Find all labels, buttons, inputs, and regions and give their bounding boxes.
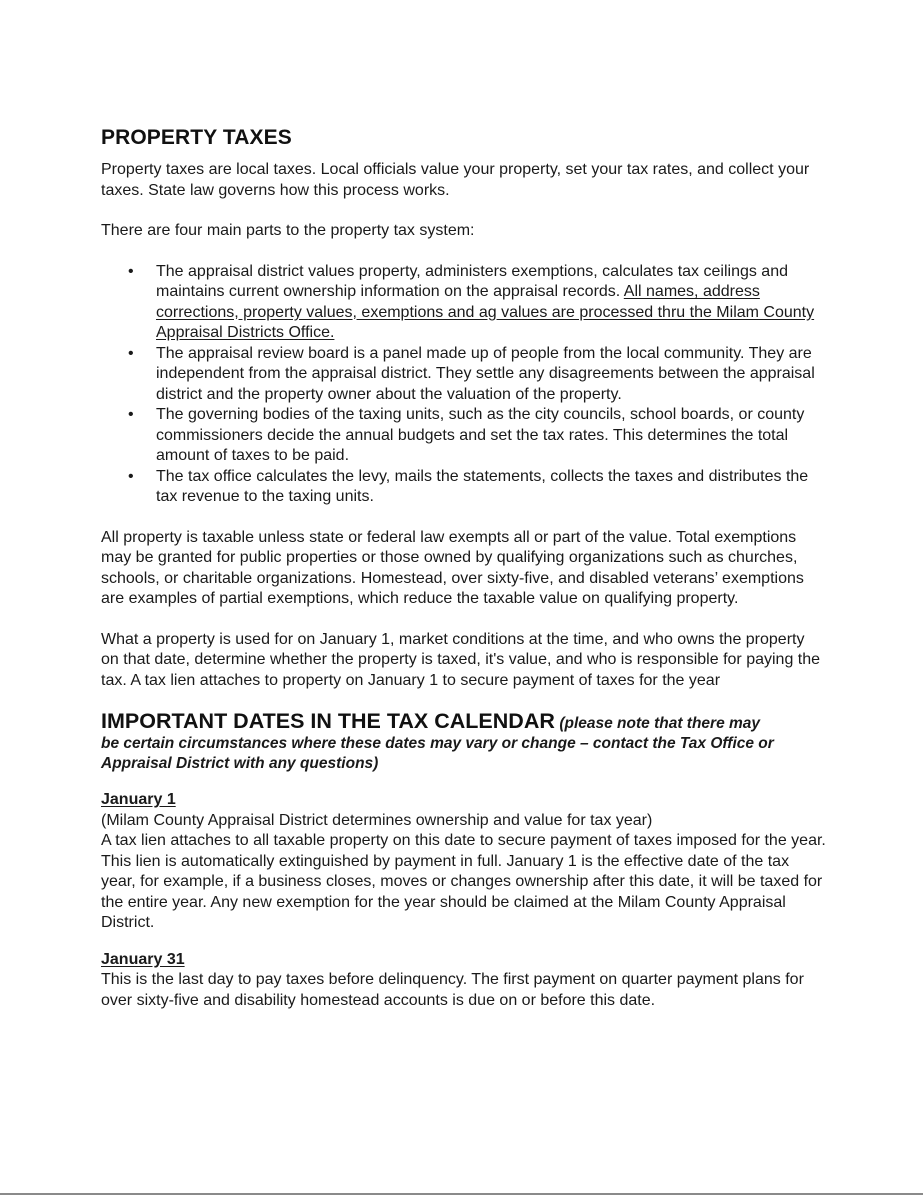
date-label: January 1	[101, 791, 176, 808]
intro-paragraph: Property taxes are local taxes. Local officials value your property, set your tax rates, and collect your taxes. State law governs how this process works.	[101, 161, 810, 199]
calendar-heading-text: IMPORTANT DATES IN THE TAX CALENDAR	[101, 709, 555, 733]
date-body: A tax lien attaches to all taxable property on this date to secure payment of taxes imposed for the year. This lien is automatically extinguished by payment in full. January 1 is the effective date of the tax year, for example, if a business closes, moves or changes ownership after this date, it will be taxed for the entire year. Any new exemption for the year should be claimed at the Milam County Appraisal District.	[101, 832, 826, 931]
part-text: The governing bodies of the taxing units, such as the city councils, school boards, or county commissioners decide the annual budgets and set the tax rates. This determines the total amount of taxes to be paid.	[156, 406, 805, 464]
list-item	[101, 344, 826, 406]
page-title: PROPERTY TAXES	[101, 126, 292, 149]
bottom-rule	[0, 1193, 923, 1195]
part-text: The tax office calculates the levy, mails the statements, collects the taxes and distributes the tax revenue to the taxing units.	[156, 467, 809, 505]
date-subtitle: (Milam County Appraisal District determines ownership and value for tax year)	[101, 811, 653, 829]
parts-intro: There are four main parts to the property tax system:	[101, 222, 475, 239]
date-body: This is the last day to pay taxes before delinquency. The first payment on quarter payment plans for over sixty-five and disability homestead accounts is due on or before this date.	[101, 971, 804, 1009]
bullet-icon: •	[128, 406, 134, 423]
part-text: The appraisal review board is a panel made up of people from the local community. They are independent from the appraisal district. They settle any disagreements between the appraisal district and the property owner about the valuation of the property.	[156, 344, 815, 403]
calendar-note-start: (please note that there may	[559, 715, 761, 732]
part-text: The appraisal district values property, administers exemptions, calculates tax ceilings and maintains current ownership information on the appraisal records.	[156, 262, 788, 300]
bullet-icon: •	[128, 344, 134, 362]
document-page	[101, 126, 826, 1027]
date-entry-jan-1	[101, 790, 826, 934]
bullet-icon: •	[128, 262, 134, 280]
calendar-heading	[101, 711, 826, 734]
bullet-icon: •	[128, 467, 134, 485]
parts-list	[101, 262, 826, 508]
list-item	[101, 467, 826, 508]
exemptions-paragraph: All property is taxable unless state or federal law exempts all or part of the value. Total exemptions may be granted for public properties or those owned by qualifying organizations such as churches, schools, or charitable organizations. Homestead, over sixty-five, and disabled veterans’ exemptions are examples of partial exemptions, which reduce the taxable value on qualifying property.	[101, 528, 804, 607]
date-entry-jan-31	[101, 950, 826, 1012]
january-paragraph: What a property is used for on January 1, market conditions at the time, and who owns the property on that date, determine whether the property is taxed, it's value, and who is responsible for paying the tax. A tax lien attaches to property on January 1 to secure payment of taxes for the year	[101, 630, 821, 689]
calendar-note: be certain circumstances where these dates may vary or change – contact the Tax Office or Appraisal District with any questions)	[101, 735, 774, 772]
list-item	[101, 405, 826, 467]
date-label: January 31	[101, 950, 185, 968]
underlined-note: All names, address corrections, property values, exemptions and ag values are processed thru the Milam County Appraisal Districts Office.	[156, 283, 815, 341]
list-item	[101, 262, 826, 344]
